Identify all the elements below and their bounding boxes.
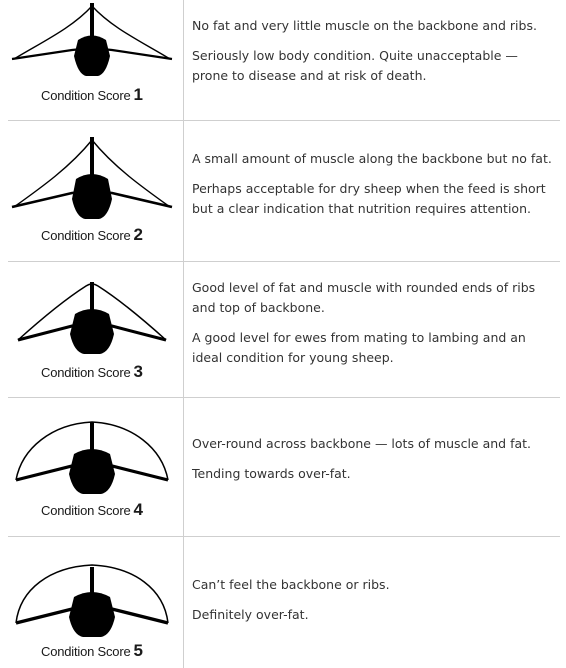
description-line-2: Perhaps acceptable for dry sheep when the feed is short but a clear indication that nutrition requires attention. [192, 181, 546, 216]
condition-score-label [41, 225, 143, 245]
figure-cell [8, 398, 183, 536]
condition-score-label [41, 85, 143, 105]
description-line-2: Seriously low body condition. Quite unacceptable — prone to disease and at risk of death. [192, 48, 518, 83]
condition-score-text: Condition Score [41, 365, 131, 380]
condition-score-number: 2 [133, 225, 143, 244]
condition-score-text: Condition Score [41, 644, 131, 659]
table-row [8, 121, 560, 262]
description-cell [192, 575, 556, 635]
condition-score-text: Condition Score [41, 88, 131, 103]
description-line-2: Definitely over-fat. [192, 607, 309, 622]
condition-score-number: 4 [133, 500, 143, 519]
condition-score-text: Condition Score [41, 228, 131, 243]
condition-score-label [41, 362, 143, 382]
condition-score-number: 5 [133, 641, 143, 660]
table-row [8, 398, 560, 537]
condition-score-label [41, 641, 143, 661]
table-row [8, 262, 560, 398]
condition-score-number: 1 [133, 85, 143, 104]
condition-score-number: 3 [133, 362, 143, 381]
description-line-1: Good level of fat and muscle with rounded ends of ribs and top of backbone. [192, 280, 536, 315]
table-row [8, 0, 560, 121]
figure-cell [8, 262, 183, 397]
figure-cell [8, 537, 183, 668]
condition-score-text: Condition Score [41, 503, 131, 518]
figure-cell [8, 121, 183, 261]
description-line-1: Can’t feel the backbone or ribs. [192, 577, 390, 592]
description-cell [192, 434, 556, 494]
description-line-2: Tending towards over-fat. [192, 466, 351, 481]
description-cell [192, 149, 556, 229]
table-row [8, 537, 560, 668]
condition-score-table [8, 0, 560, 668]
description-line-1: Over-round across backbone — lots of muscle and fat. [192, 436, 532, 451]
description-line-1: No fat and very little muscle on the backbone and ribs. [192, 18, 537, 33]
description-line-2: A good level for ewes from mating to lambing and an ideal condition for young sheep. [192, 330, 526, 365]
figure-cell [8, 0, 183, 120]
description-line-1: A small amount of muscle along the backbone but no fat. [192, 151, 552, 166]
description-cell [192, 278, 556, 378]
description-cell [192, 16, 556, 96]
condition-score-label [41, 500, 143, 520]
